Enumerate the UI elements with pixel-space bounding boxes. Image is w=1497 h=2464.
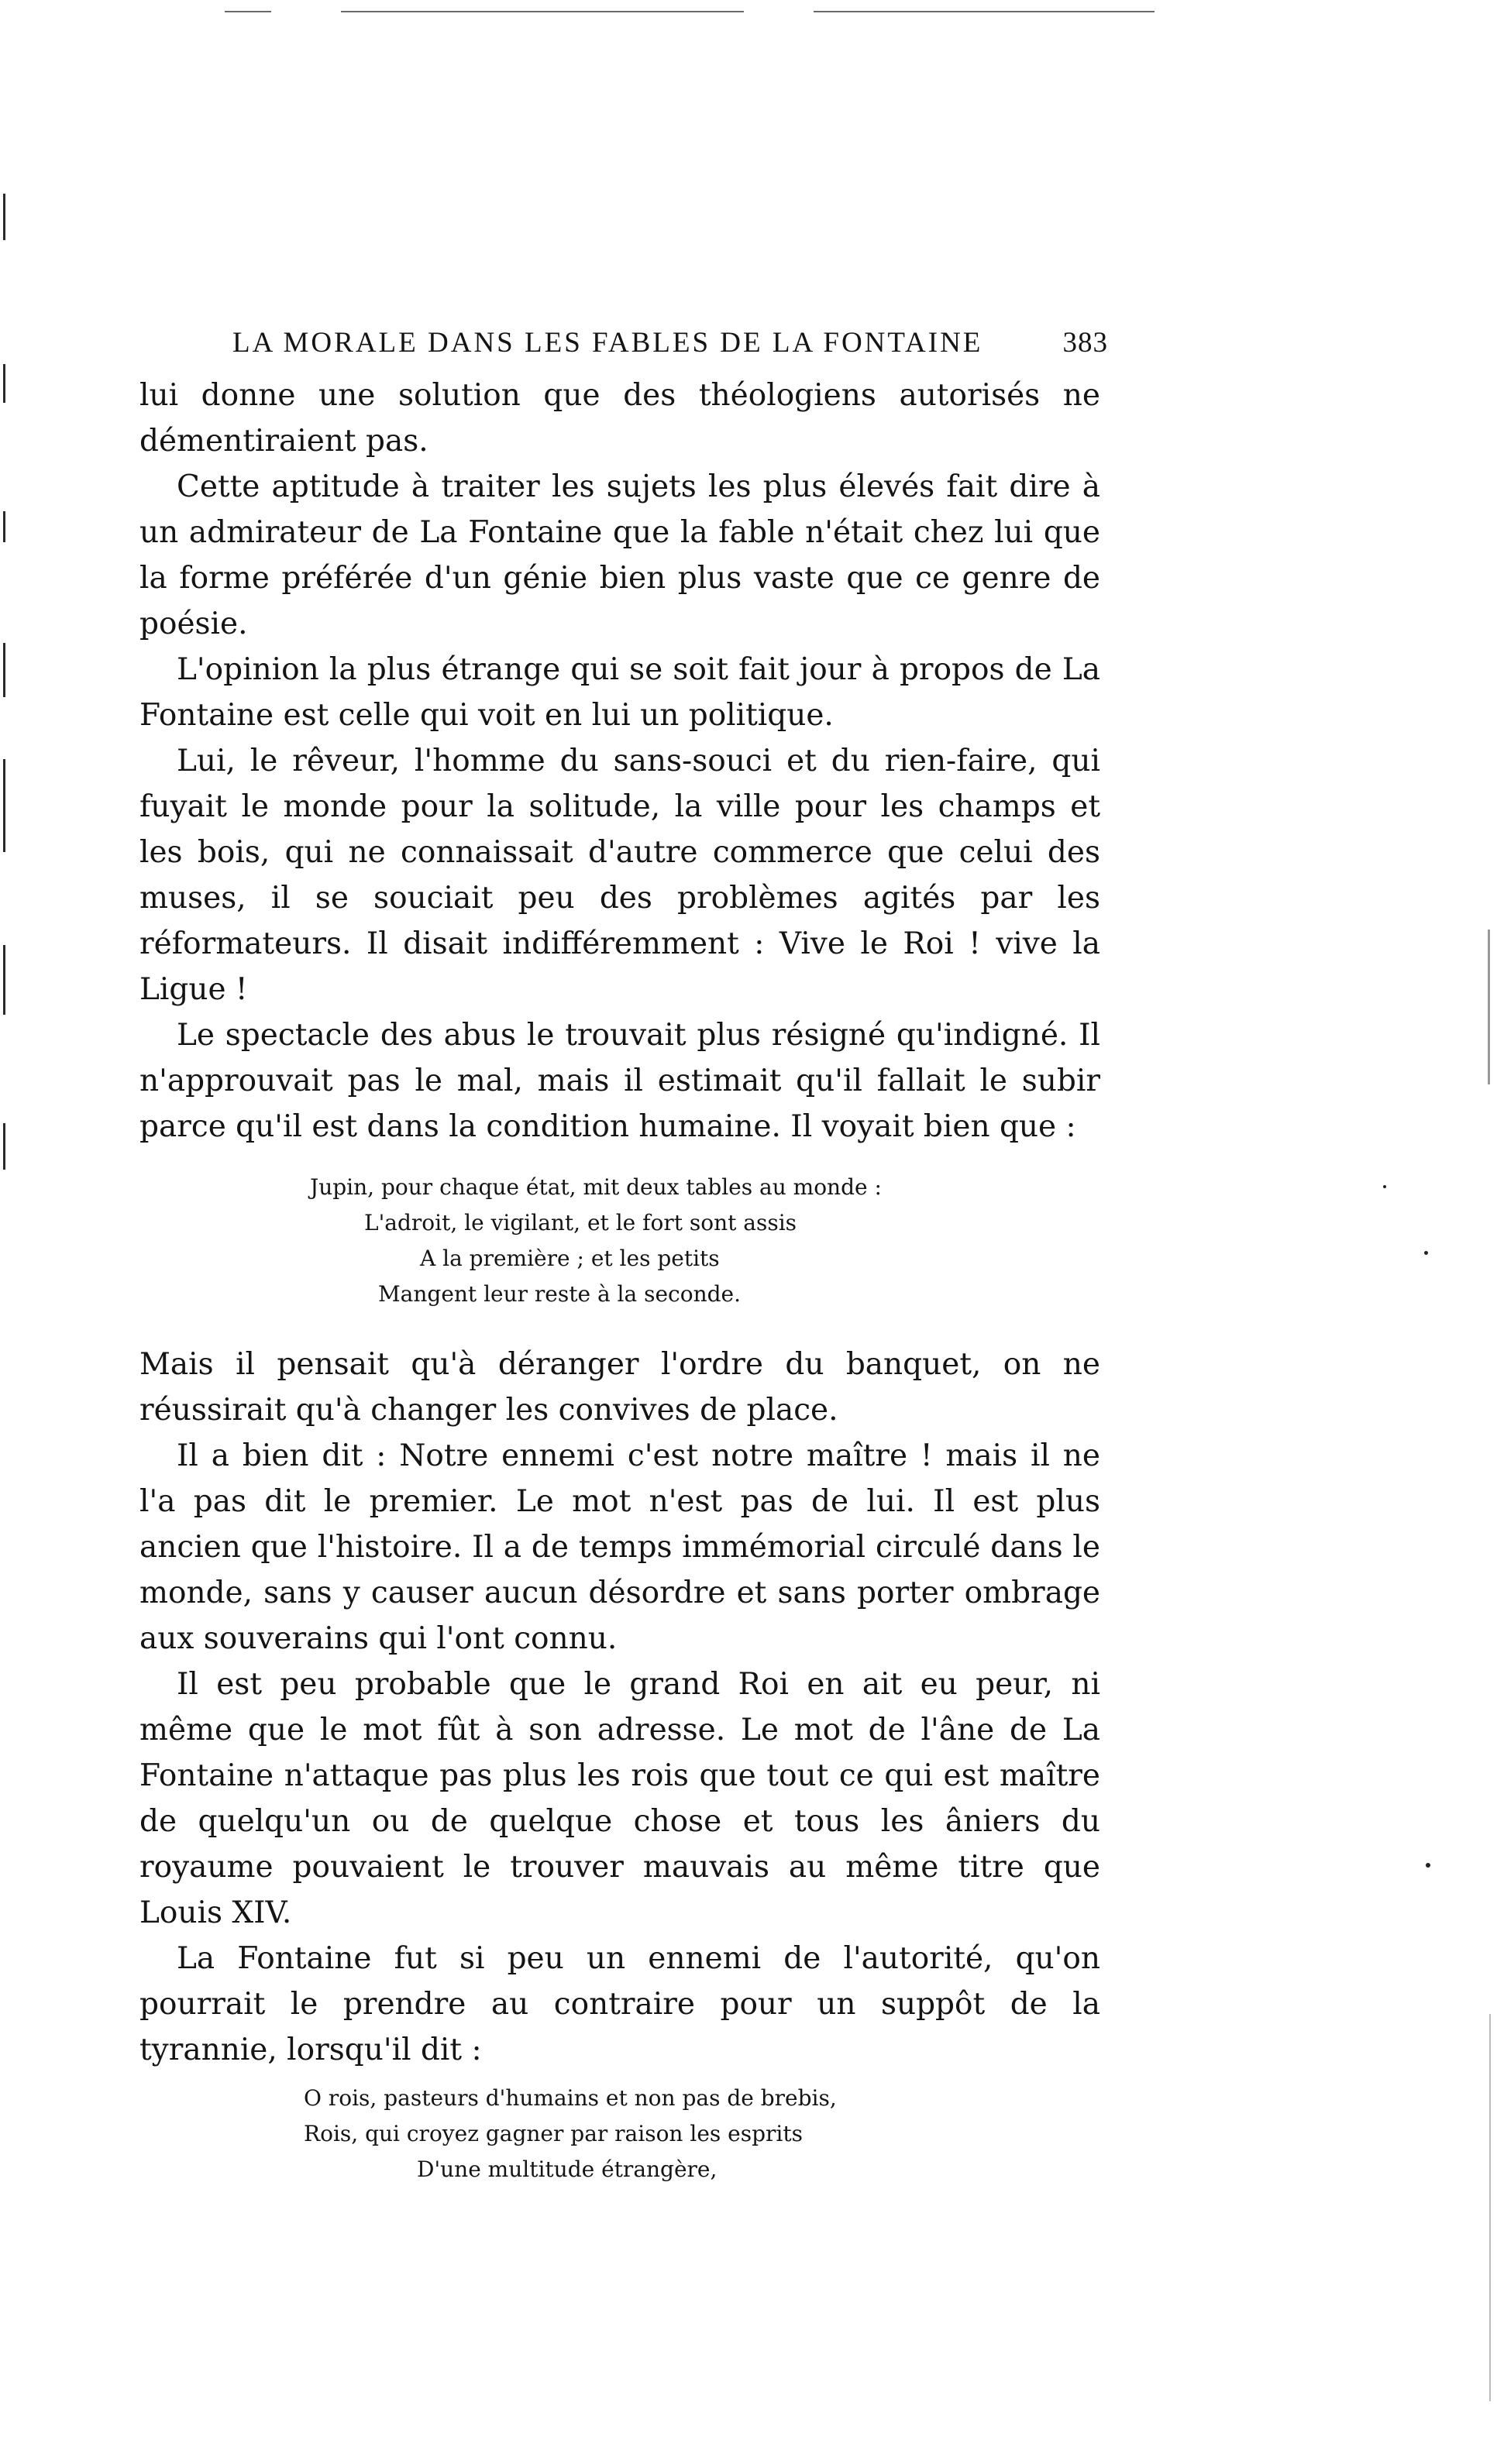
page-number: 383 <box>1062 327 1108 359</box>
scan-left-edge-mark <box>3 364 5 403</box>
paragraph: lui donne une solution que des théologiens autorisés ne démentiraient pas. <box>139 378 1100 459</box>
verse-quotation <box>139 2081 1100 2187</box>
paragraph: La Fontaine fut si peu un ennemi de l'autorité, qu'on pourrait le prendre au contraire pour un suppôt de la tyrannie, lorsqu'il dit : <box>139 1941 1100 2067</box>
scan-left-edge-mark <box>3 194 5 240</box>
body-text <box>139 373 1100 2187</box>
paragraph: Mais il pensait qu'à déranger l'ordre du banquet, on ne réussirait qu'à changer les convives de place. <box>139 1347 1100 1428</box>
scan-top-rule-1 <box>225 11 271 12</box>
verse-quotation <box>139 1170 1100 1312</box>
verse-line: D'une multitude étrangère, <box>417 2156 718 2182</box>
verse-line: A la première ; et les petits <box>420 1246 720 1271</box>
scan-right-edge-mark <box>1489 2014 1491 2401</box>
verse-line: Mangent leur reste à la seconde. <box>378 1281 742 1307</box>
running-title: LA MORALE DANS LES FABLES DE LA FONTAINE <box>232 327 983 359</box>
scan-left-edge-mark <box>3 945 5 1015</box>
scan-speck <box>1426 1863 1430 1868</box>
scan-top-rule-2 <box>341 11 744 12</box>
scan-top-rule-3 <box>814 11 1155 12</box>
paragraph: Cette aptitude à traiter les sujets les plus élevés fait dire à un admirateur de La Fontaine que la fable n'était chez lui que la forme préférée d'un génie bien plus vaste que ce genre de poésie. <box>139 469 1100 641</box>
verse-line: Jupin, pour chaque état, mit deux tables au monde : <box>310 1174 882 1200</box>
scan-left-edge-mark <box>3 759 5 852</box>
paragraph: Le spectacle des abus le trouvait plus résigné qu'indigné. Il n'approuvait pas le mal, mais il estimait qu'il fallait le subir parce qu'il est dans la condition humaine. Il voyait bien que : <box>139 1018 1100 1144</box>
running-head <box>139 314 1108 373</box>
verse-line: L'adroit, le vigilant, et le fort sont assis <box>364 1210 797 1235</box>
paragraph: L'opinion la plus étrange qui se soit fait jour à propos de La Fontaine est celle qui voit en lui un politique. <box>139 652 1100 733</box>
verse-line: Rois, qui croyez gagner par raison les esprits <box>304 2121 803 2146</box>
scan-speck <box>1383 1185 1386 1188</box>
scan-right-edge-mark <box>1488 930 1490 1084</box>
scan-left-edge-mark <box>3 643 5 697</box>
scan-left-edge-mark <box>3 1123 5 1170</box>
paragraph: Lui, le rêveur, l'homme du sans-souci et du rien-faire, qui fuyait le monde pour la solitude, la ville pour les champs et les bois, qui ne connaissait d'autre commerce que celui des muses, il se souciait peu des problèmes agités par les réformateurs. Il disait indifféremment : Vive le Roi ! vive la Ligue ! <box>139 744 1100 1007</box>
paragraph: Il a bien dit : Notre ennemi c'est notre maître ! mais il ne l'a pas dit le premier. Le mot n'est pas de lui. Il est plus ancien que l'histoire. Il a de temps immémorial circulé dans le monde, sans y causer aucun désordre et sans porter ombrage aux souverains qui l'ont connu. <box>139 1438 1100 1656</box>
book-page <box>139 314 1108 2187</box>
paragraph: Il est peu probable que le grand Roi en ait eu peur, ni même que le mot fût à son adresse. Le mot de l'âne de La Fontaine n'attaque pas plus les rois que tout ce qui est maître de quelqu'un ou de quelque chose et tous les âniers du royaume pouvaient le trouver mauvais au même titre que Louis XIV. <box>139 1667 1100 1930</box>
scan-left-edge-mark <box>3 511 5 542</box>
verse-line: O rois, pasteurs d'humains et non pas de brebis, <box>304 2085 837 2111</box>
scan-speck <box>1424 1251 1428 1255</box>
